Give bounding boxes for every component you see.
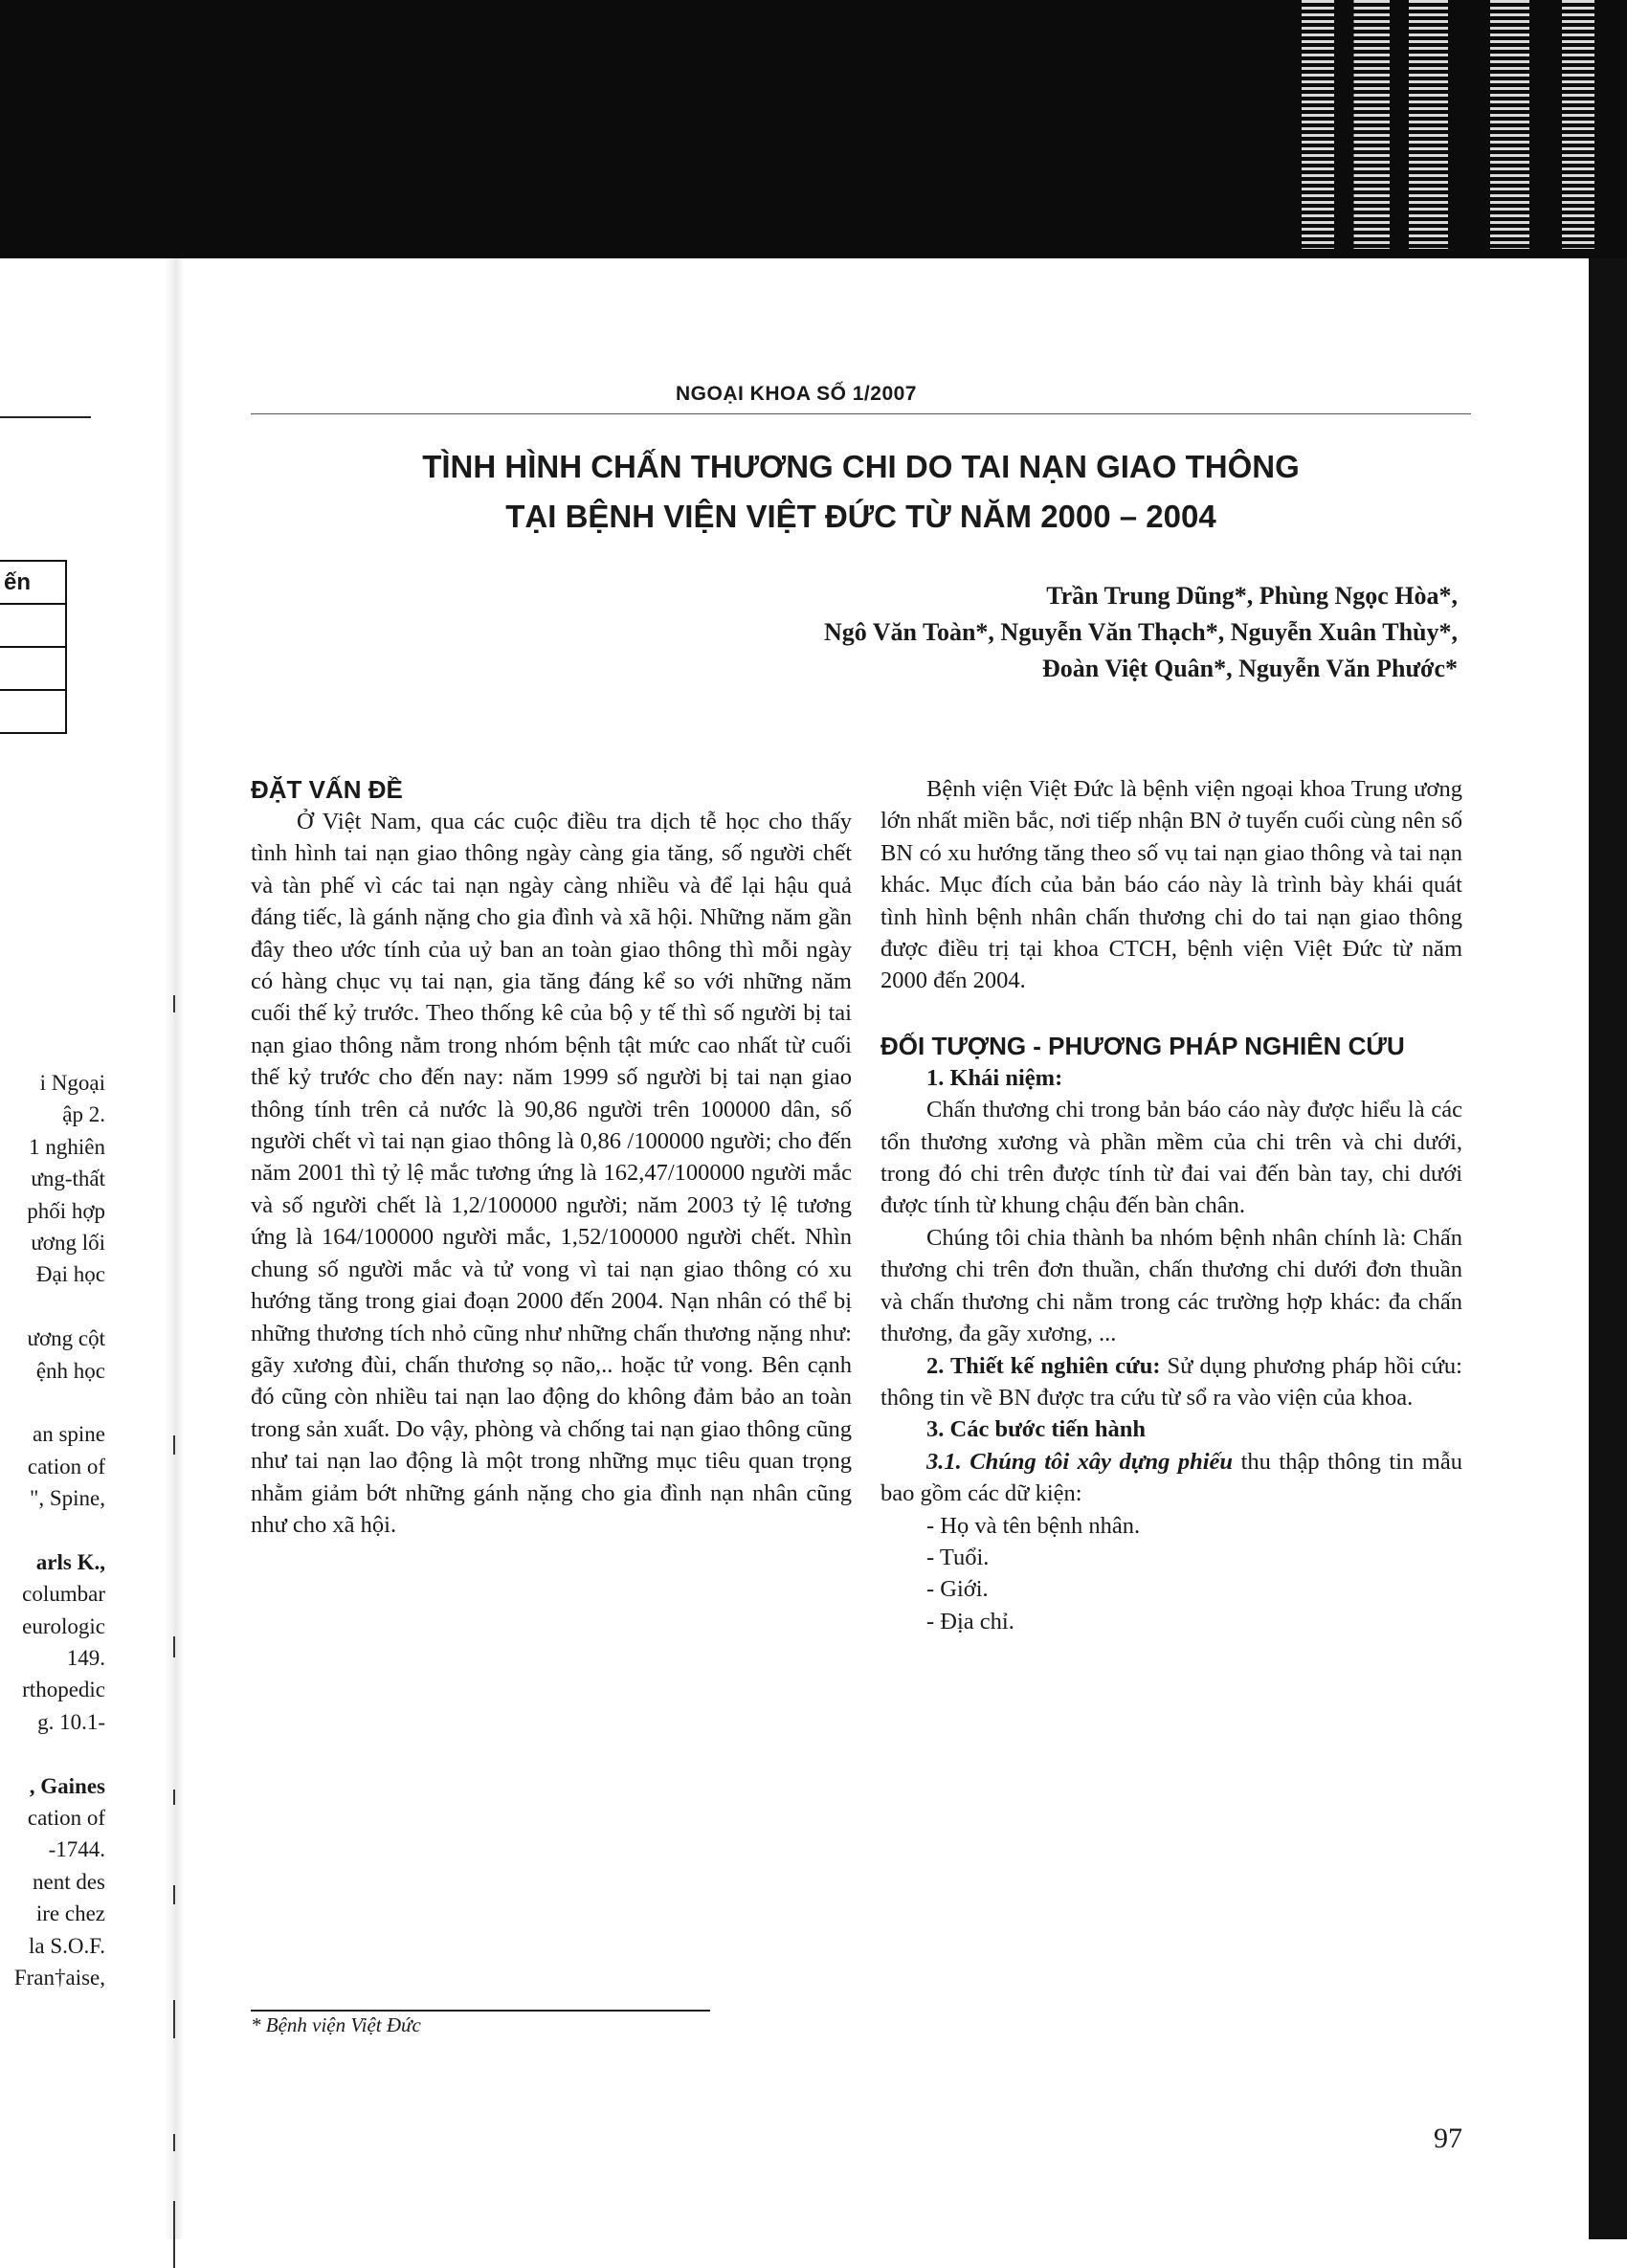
scan-edge xyxy=(1589,258,1627,2239)
author-line: Đoàn Việt Quân*, Nguyễn Văn Phước* xyxy=(1041,655,1458,682)
list-item: - Giới. xyxy=(926,1576,989,1603)
list-item: - Tuổi. xyxy=(926,1544,990,1570)
table-cell xyxy=(0,647,66,690)
previous-page-line: eurologic xyxy=(22,1613,105,1638)
previous-page-line: Đại học xyxy=(35,1262,105,1287)
previous-page-line: ập 2. xyxy=(62,1102,105,1127)
previous-page-line: ", Spine, xyxy=(29,1486,105,1511)
definition-paragraph: Chấn thương chi trong bản báo cáo này được hiểu là các tổn thương xương và phần mềm của chi trên và chi dưới, trong đó chi trên được tính từ đai vai đến bàn tay, chi dưới được tính từ khung chậu đến bàn chân. xyxy=(880,1097,1462,1219)
design-paragraph xyxy=(880,1350,1462,1414)
footnote-rule xyxy=(251,2010,710,2012)
list-item: - Họ và tên bệnh nhân. xyxy=(926,1512,1141,1539)
previous-page-line: la S.O.F. xyxy=(29,1933,105,1958)
page-fold xyxy=(165,258,184,2239)
previous-page-line: ệnh học xyxy=(35,1358,105,1383)
running-header: NGOẠI KHOA SỐ 1/2007 xyxy=(676,383,917,405)
design-text: Sử dụng phương pháp hồi cứu: thông tin về BN được tra cứu từ sổ ra vào viện của khoa. xyxy=(880,1352,1462,1411)
previous-page-line: cation of xyxy=(27,1805,105,1830)
intro-paragraph: Ở Việt Nam, qua các cuộc điều tra dịch tễ học cho thấy tình hình tai nạn giao thông ngày càng gia tăng, số người chết và tàn phế vì các tai nạn ngày càng nhiều và để lại hậu quả đáng tiếc, là gánh nặng cho gia đình và xã hội. Những năm gần đây theo ước tính của uỷ ban an toàn giao thông thì mỗi ngày có hàng chục vụ tai nạn, gia tăng đáng kể so với những năm cuối thế kỷ trước. Theo thống kê của bộ y tế thì số người bị tai nạn giao thông nằm trong nhóm bệnh tật mức cao nhất từ cuối thế kỷ trước cho đến nay: năm 1999 số người bị tai nạn giao thông tính trên cả nước là 90,86 người trên 100000 dân, số người chết vì tai nạn giao thông là 0,86 /100000 người; cho đến năm 2001 thì tỷ lệ mắc tương ứng là 162,47/100000 người mắc và số người chết là 1,2/100000 người; năm 2003 tỷ lệ tương ứng là 164/100000 người mắc, 1,52/100000 người chết. Nhìn chung số người mắc và tử vong vì tai nạn giao thông có xu hướng tăng trong giai đoạn 2000 đến 2004. Nạn nhân có thể bị những thương tích nhỏ cũng như những chấn thương nặng như: gãy xương đùi, chấn thương sọ não,.. hoặc tử vong. Bên cạnh đó cũng còn nhiều tai nạn lao động do không đảm bảo an toàn trong sản xuất. Do vậy, phòng và chống tai nạn giao thông cũng như tai nạn lao động là một trong những mục tiêu quan trọng nhằm giảm bớt những gánh nặng cho gia đình nạn nhân cũng như cho xã hội. xyxy=(251,809,852,1538)
footnote: * Bệnh viện Việt Đức xyxy=(251,2013,421,2036)
previous-page-line: ire chez xyxy=(35,1901,105,1926)
previous-page-text xyxy=(0,1067,105,1993)
previous-page-line: rthopedic xyxy=(22,1678,105,1702)
previous-page-line xyxy=(0,1514,105,1545)
previous-page-line: , Gaines xyxy=(29,1773,105,1798)
table-cell: ến xyxy=(0,561,66,604)
article-title xyxy=(251,442,1471,542)
subsection-heading: 1. Khái niệm: xyxy=(926,1064,1063,1091)
right-column xyxy=(880,773,1462,1637)
previous-page-strip xyxy=(0,258,191,2239)
design-label: 2. Thiết kế nghiên cứu: xyxy=(926,1352,1161,1379)
previous-page-line: i Ngoại xyxy=(39,1071,105,1095)
previous-page-line: cation of xyxy=(27,1454,105,1479)
section-heading: ĐỐI TƯỢNG - PHƯƠNG PHÁP NGHIÊN CỨU xyxy=(880,1031,1405,1060)
previous-page-line: columbar xyxy=(22,1582,105,1607)
hospital-paragraph: Bệnh viện Việt Đức là bệnh viện ngoại khoa Trung ương lớn nhất miền bắc, nơi tiếp nhận BN ở tuyến cuối cùng nên số BN có xu hướng tăng theo số vụ tai nạn giao thông và tai nạn khác. Mục đích của bản báo cáo này là trình bày khái quát tình hình bệnh nhân chấn thương chi do tai nạn giao thông được điều trị tại khoa CTCH, bệnh viện Việt Đức từ năm 2000 đến 2004. xyxy=(880,776,1462,994)
previous-page-line: g. 10.1- xyxy=(37,1709,105,1734)
list-item: - Địa chỉ. xyxy=(926,1608,1014,1634)
title-line: TẠI BỆNH VIỆN VIỆT ĐỨC TỪ NĂM 2000 – 2004 xyxy=(505,499,1216,534)
author-line: Trần Trung Dũng*, Phùng Ngọc Hòa*, xyxy=(1046,582,1458,610)
groups-paragraph: Chúng tôi chia thành ba nhóm bệnh nhân chính là: Chấn thương chi trên đơn thuần, chấn thương chi dưới đơn thuần và chấn thương chi nằm trong các trường hợp khác: đa chấn thương, đa gãy xương, ... xyxy=(880,1224,1462,1347)
previous-page-line: Fran†aise, xyxy=(13,1965,105,1990)
previous-page-line: ưng-thất xyxy=(31,1167,105,1191)
section-heading: ĐẶT VẤN ĐỀ xyxy=(251,775,403,804)
previous-page-table xyxy=(0,560,67,734)
previous-page-line: 1 nghiên xyxy=(29,1134,105,1159)
previous-page-line: -1744. xyxy=(48,1837,105,1862)
author-line: Ngô Văn Toàn*, Nguyễn Văn Thạch*, Nguyễn Xuân Thùy*, xyxy=(823,618,1458,646)
previous-page-line: ương cột xyxy=(27,1326,105,1351)
previous-page-line xyxy=(0,1738,105,1769)
title-line: TÌNH HÌNH CHẤN THƯƠNG CHI DO TAI NẠN GIAO THÔNG xyxy=(422,449,1300,484)
previous-page-line: arls K., xyxy=(35,1549,105,1574)
authors xyxy=(479,578,1458,687)
form-paragraph xyxy=(880,1446,1462,1510)
previous-page-line: phối hợp xyxy=(27,1198,105,1223)
previous-page-line: 149. xyxy=(66,1646,105,1671)
table-cell xyxy=(0,604,66,647)
form-label: 3.1. Chúng tôi xây dựng phiếu xyxy=(926,1448,1234,1475)
previous-page-line xyxy=(0,1387,105,1418)
table-cell xyxy=(0,690,66,733)
previous-page-line: nent des xyxy=(32,1869,105,1894)
previous-page-line: ương lối xyxy=(31,1230,105,1255)
subsection-heading: 3. Các bước tiến hành xyxy=(926,1416,1147,1443)
form-text: thu thập thông tin mẫu bao gồm các dữ kiện: xyxy=(880,1448,1462,1507)
left-column xyxy=(251,773,852,1541)
header-rule xyxy=(251,413,1471,414)
previous-page-line xyxy=(0,1291,105,1323)
previous-page-rule xyxy=(0,416,91,418)
page-number: 97 xyxy=(1434,2123,1462,2154)
scan-stripes xyxy=(1302,0,1627,249)
previous-page-line: an spine xyxy=(32,1422,105,1447)
